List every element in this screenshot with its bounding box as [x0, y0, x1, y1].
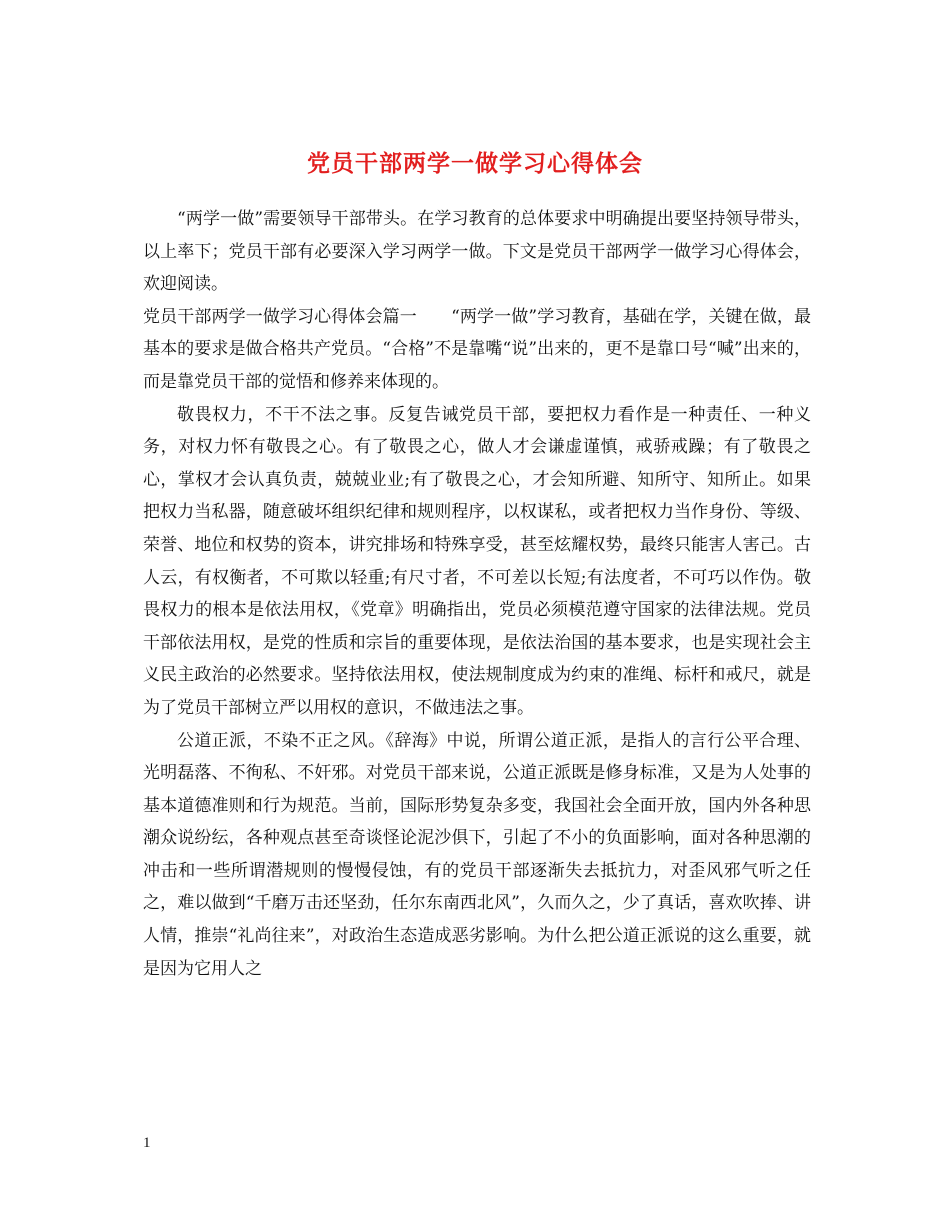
intro-paragraph: “两学一做”需要领导干部带头。在学习教育的总体要求中明确提出要坚持领导带头，以上率下；党员干部有必要深入学习两学一做。下文是党员干部两学一做学习心得体会，欢迎阅读。 [143, 209, 811, 295]
power-paragraph: 敬畏权力，不干不法之事。反复告诫党员干部，要把权力看作是一种责任、一种义务，对权力怀有敬畏之心。有了敬畏之心，做人才会谦虚谨慎，戒骄戒躁；有了敬畏之心，掌权才会认真负责，兢兢业业;有了敬畏之心，才会知所避、知所守、知所止。如果把权力当私器，随意破坏组织纪律和规则程序，以权谋私，或者把权力当作身份、等级、荣誉、地位和权势的资本，讲究排场和特殊享受，甚至炫耀权势，最终只能害人害己。古人云，有权衡者，不可欺以轻重;有尺寸者，不可差以长短;有法度者，不可巧以作伪。敬畏权力的根本是依法用权，《党章》明确指出，党员必须模范遵守国家的法律法规。党员干部依法用权，是党的性质和宗旨的重要体现，是依法治国的基本要求，也是实现社会主义民主政治的必然要求。坚持依法用权，使法规制度成为约束的准绳、标杆和戒尺，就是为了党员干部树立严以用权的意识，不做违法之事。 [143, 404, 811, 718]
page-number: 1 [143, 1135, 151, 1151]
document-title: 党员干部两学一做学习心得体会 [307, 151, 643, 178]
integrity-paragraph: 公道正派，不染不正之风。《辞海》中说，所谓公道正派，是指人的言行公平合理、光明磊落、不徇私、不奸邪。对党员干部来说，公道正派既是修身标准，又是为人处事的基本道德准则和行为规范。当前，国际形势复杂多变，我国社会全面开放，国内外各种思潮众说纷纭，各种观点甚至奇谈怪论泥沙俱下，引起了不小的负面影响，面对各种思潮的冲击和一些所谓潜规则的慢慢侵蚀，有的党员干部逐渐失去抵抗力，对歪风邪气听之任之，难以做到“千磨万击还坚劲，任尔东南西北风”，久而久之，少了真话，喜欢吹捧、讲人情，推崇“礼尚往来”，对政治生态造成恶劣影响。为什么把公道正派说的这么重要，就是因为它用人之 [143, 730, 811, 979]
section-one-paragraph: 党员干部两学一做学习心得体会篇一 “两学一做”学习教育，基础在学，关键在做，最基本的要求是做合格共产党员。“合格”不是靠嘴“说”出来的，更不是靠口号“喊”出来的，而是靠党员干部的觉悟和修养来体现的。 [143, 306, 811, 392]
document-body [143, 203, 811, 985]
